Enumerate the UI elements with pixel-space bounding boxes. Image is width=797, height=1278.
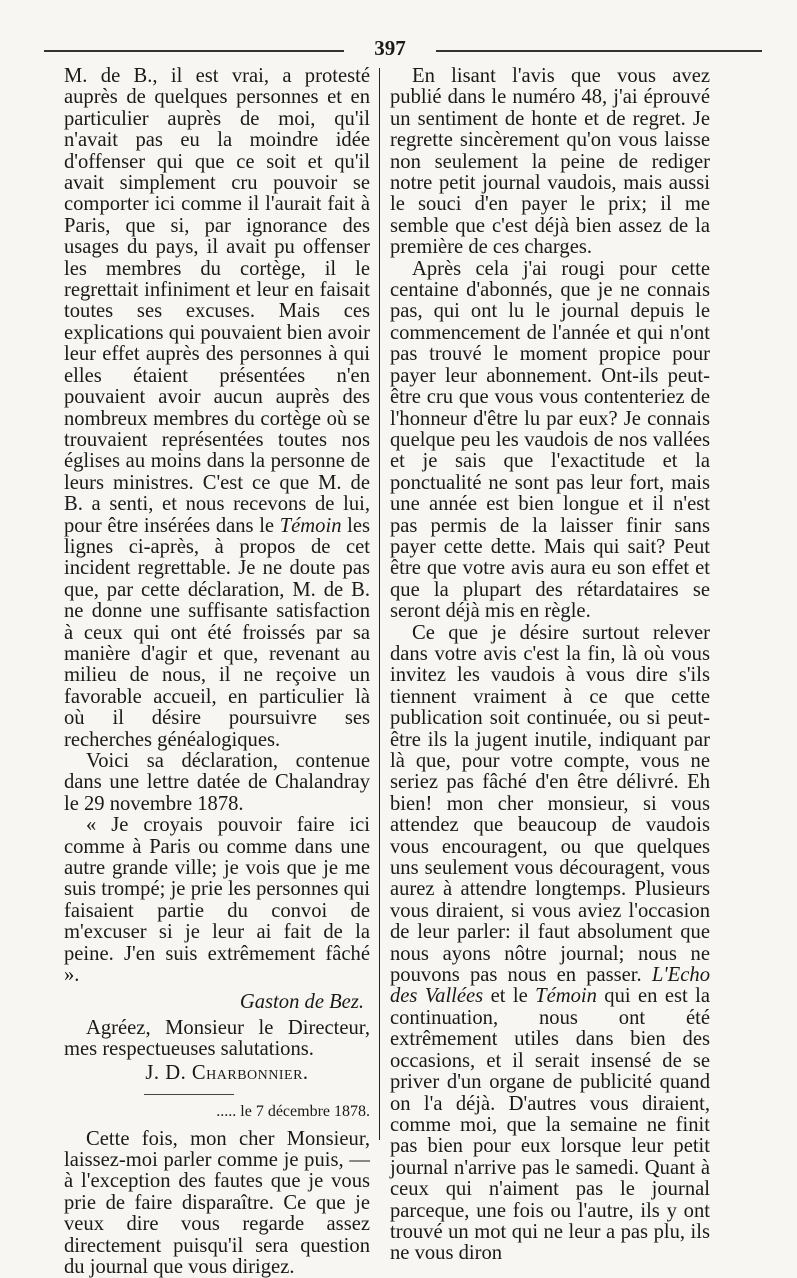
italic-title: L'Echo des Vallées xyxy=(390,964,710,1007)
column-divider xyxy=(379,68,380,1140)
dateline: ..... le 7 décembre 1878. xyxy=(64,1101,370,1122)
paragraph: Après cela j'ai rougi pour cette centaine d'abonnés, que je ne connais pas, qui ont lu le journal depuis le commencement de l'année et qui n'ont pas trouvé le moment propice pour payer leur abonnement. Ont-ils peut-être cru que vous vous contenteriez de l'honneur d'être lu par eux? Je connais quelque peu les vaudois de nos vallées et je sais que l'exactitude et la ponctualité ne sont pas leur fort, mais une année est bien longue et il n'est pas permis de la laisser finir sans payer cette dette. Mais qui sait? Peut être que votre avis aura eu son effet et que la plupart des rétardataires se seront déjà mis en règle. xyxy=(390,259,710,623)
right-column xyxy=(390,66,710,1265)
italic-title: Témoin xyxy=(280,515,342,537)
paragraph: Voici sa déclaration, contenue dans une lettre datée de Chalandray le 29 novembre 1878. xyxy=(64,751,370,815)
paragraph xyxy=(390,623,710,1265)
text-run: qui en est la continuation, nous ont été extrêmement utiles dans bien des occasions, et il serait insensé de se priver d'un organe de publicité quand on l'a déjà. D'autres vous diraient, comme moi, que la semaine ne finit pas bien pour eux lorsque leur petit journal n'arrive pas le samedi. Quant à ceux qui n'aiment pas le journal parceque, une fois ou l'autre, ils y ont trouvé un mot qui ne leur a pas plu, ils ne vous diron xyxy=(390,985,710,1264)
paragraph: Cette fois, mon cher Monsieur, laissez-moi parler comme je puis, — à l'exception des fautes que je vous prie de faire disparaître. Ce que je veux dire vous regarde assez directement puisqu'il sera question du journal que vous dirigez. xyxy=(64,1129,370,1278)
page-header xyxy=(44,36,764,62)
paragraph xyxy=(64,66,370,751)
paragraph: Agréez, Monsieur le Directeur, mes respectueuses salutations. xyxy=(64,1018,370,1061)
signature-gaston: Gaston de Bez. xyxy=(64,992,364,1013)
header-rule-left xyxy=(44,50,344,52)
text-run: Ce que je désire surtout relever dans votre avis c'est la fin, là où vous invitez les vaudois à vous dire s'ils tiennent vraiment à ce que cette publication soit continuée, ou si peut-être ils la jugent inutile, indiquant par là que, pour votre compte, vous ne seriez pas fâché d'en être délivré. Eh bien! mon cher monsieur, si vous attendez que beaucoup de vaudois vous encouragent, ou que quelques uns seulement vous découragent, vous aurez à attendre longtemps. Plusieurs vous diraient, si vous aviez l'occasion de leur parler: il faut absolument que nous ayons nôtre journal; nous ne pouvons pas nous en passer. xyxy=(390,622,710,987)
text-run: les lignes ci-après, à propos de cet incident regrettable. Je ne doute pas que, par cette déclaration, M. de B. ne donne une suffisante satisfaction à ceux qui ont été froissés par sa manière d'agir et que, revenant au milieu de nous, il ne reçoive un favorable accueil, en particulier là où il désire poursuivre ses recherches généalogiques. xyxy=(64,515,370,751)
signature-charbonnier: J. D. Charbonnier. xyxy=(84,1063,370,1084)
page-number: 397 xyxy=(344,36,436,61)
header-rule-right xyxy=(436,50,762,52)
left-column xyxy=(64,66,370,1278)
italic-title: Témoin xyxy=(535,985,597,1007)
text-run: M. de B., il est vrai, a protesté auprès de quelques personnes et en particulier auprès de moi, qu'il n'avait pas eu la moindre idée d'offenser qui que ce soit et qu'il avait simplement cru pouvoir se comporter ici comme il l'aurait fait à Paris, que si, par ignorance des usages du pays, il avait pu offenser les membres du cortège, il le regrettait infiniment et leur en faisait toutes ses excuses. Mais ces explications qui pouvaient bien avoir leur effet auprès des personnes à qui elles étaient présentées n'en pouvaient avoir aucun auprès des nombreux membres du cortège où se trouvaient représentées toutes nos églises au moins dans la personne de leurs ministres. C'est ce que M. de B. a senti, et nous recevons de lui, pour être insérées dans le xyxy=(64,65,370,537)
paragraph: En lisant l'avis que vous avez publié dans le numéro 48, j'ai éprouvé un sentiment de honte et de regret. Je regrette sincèrement qu'on vous laisse non seulement la peine de rediger notre petit journal vaudois, mais aussi le souci d'en payer le prix; il me semble que c'est déjà bien assez de la première de ces charges. xyxy=(390,66,710,259)
text-run: et le xyxy=(483,985,535,1007)
quoted-declaration: « Je croyais pouvoir faire ici comme à Paris ou comme dans une autre grande ville; je vois que je me suis trompé; je prie les personnes qui faisaient partie du convoi de m'excuser si je leur ai fait de la peine. J'en suis extrêmement fâché ». xyxy=(64,815,370,986)
section-separator xyxy=(144,1094,234,1095)
